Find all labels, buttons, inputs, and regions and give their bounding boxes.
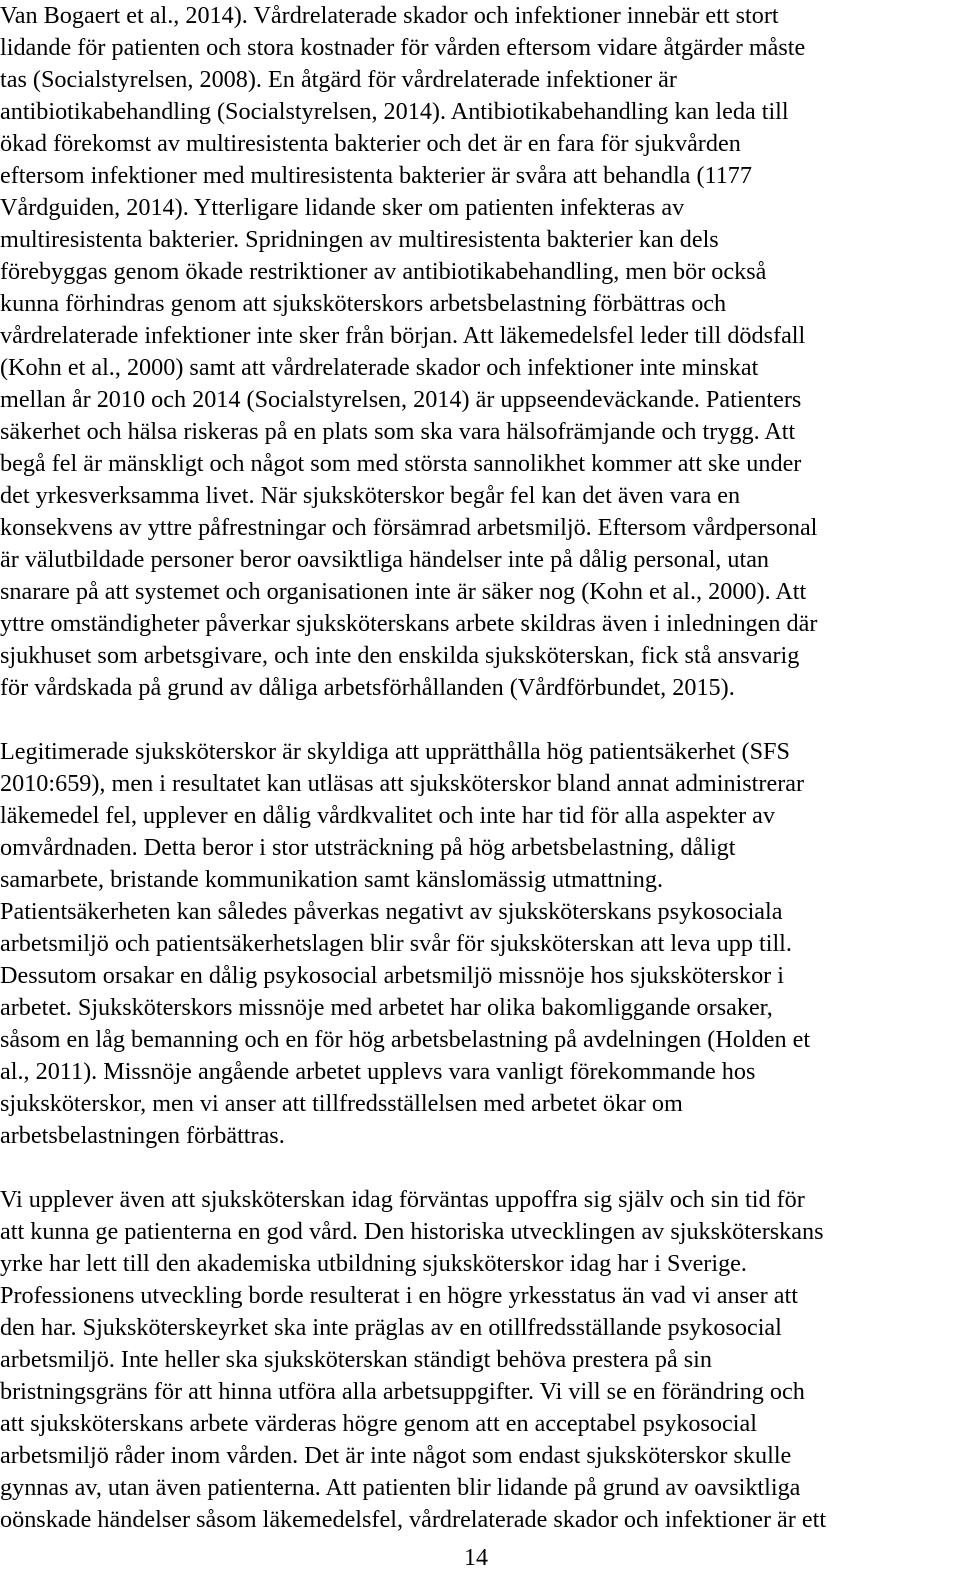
text-line: Legitimerade sjuksköterskor är skyldiga att upprätthålla hög patientsäkerhet (SFS xyxy=(0,738,790,765)
paragraph-2 xyxy=(0,736,960,1152)
text-line: är välutbildade personer beror oavsiktliga händelser inte på dålig personal, utan xyxy=(0,546,770,573)
text-line: samarbete, bristande kommunikation samt känslomässig utmattning. xyxy=(0,866,664,893)
text-line: arbetsmiljö. Inte heller ska sjuksköterskan ständigt behöva prestera på sin xyxy=(0,1346,712,1373)
text-line: läkemedel fel, upplever en dålig vårdkvalitet och inte har tid för alla aspekter av xyxy=(0,802,776,829)
text-line: bristningsgräns för att hinna utföra alla arbetsuppgifter. Vi vill se en förändring och xyxy=(0,1378,805,1405)
text-line: omvårdnaden. Detta beror i stor utsträckning på hög arbetsbelastning, dåligt xyxy=(0,834,736,861)
text-line: Vårdguiden, 2014). Ytterligare lidande sker om patienten infekteras av xyxy=(0,194,685,221)
text-line: lidande för patienten och stora kostnader för vården eftersom vidare åtgärder måste xyxy=(0,34,806,61)
text-line: antibiotikabehandling (Socialstyrelsen, 2014). Antibiotikabehandling kan leda till xyxy=(0,98,789,125)
text-line: arbetsbelastningen förbättras. xyxy=(0,1122,285,1149)
text-line: vårdrelaterade infektioner inte sker från början. Att läkemedelsfel leder till dödsfall xyxy=(0,322,806,349)
text-line: Van Bogaert et al., 2014). Vårdrelaterade skador och infektioner innebär ett stort xyxy=(0,2,779,29)
text-line: gynnas av, utan även patienterna. Att patienten blir lidande på grund av oavsiktliga xyxy=(0,1474,801,1501)
text-line: (Kohn et al., 2000) samt att vårdrelaterade skador och infektioner inte minskat xyxy=(0,354,759,381)
text-line: sjuksköterskor, men vi anser att tillfredsställelsen med arbetet ökar om xyxy=(0,1090,683,1117)
text-line: Vi upplever även att sjuksköterskan idag förväntas uppoffra sig själv och sin tid för xyxy=(0,1186,805,1213)
paragraph-3 xyxy=(0,1184,960,1536)
paragraph-gap xyxy=(0,704,960,736)
paragraph-1 xyxy=(0,0,960,704)
text-line: det yrkesverksamma livet. När sjuksköterskor begår fel kan det även vara en xyxy=(0,482,741,509)
text-line: snarare på att systemet och organisationen inte är säker nog (Kohn et al., 2000). Att xyxy=(0,578,807,605)
text-line: arbetsmiljö råder inom vården. Det är inte något som endast sjuksköterskor skulle xyxy=(0,1442,792,1469)
text-line: begå fel är mänskligt och något som med största sannolikhet kommer att ske under xyxy=(0,450,802,477)
text-line: yrke har lett till den akademiska utbildning sjuksköterskor idag har i Sverige. xyxy=(0,1250,747,1277)
text-line: för vårdskada på grund av dåliga arbetsförhållanden (Vårdförbundet, 2015). xyxy=(0,674,735,701)
text-line: att sjuksköterskans arbete värderas högre genom att en acceptabel psykosocial xyxy=(0,1410,757,1437)
text-line: ökad förekomst av multiresistenta bakterier och det är en fara för sjukvården xyxy=(0,130,741,157)
text-line: mellan år 2010 och 2014 (Socialstyrelsen, 2014) är uppseendeväckande. Patienters xyxy=(0,386,802,413)
text-line: tas (Socialstyrelsen, 2008). En åtgärd för vårdrelaterade infektioner är xyxy=(0,66,677,93)
text-line: eftersom infektioner med multiresistenta bakterier är svåra att behandla (1177 xyxy=(0,162,752,189)
text-line: såsom en låg bemanning och en för hög arbetsbelastning på avdelningen (Holden et xyxy=(0,1026,811,1053)
text-line: multiresistenta bakterier. Spridningen av multiresistenta bakterier kan dels xyxy=(0,226,719,253)
paragraph-gap xyxy=(0,1152,960,1184)
text-line: Dessutom orsakar en dålig psykosocial arbetsmiljö missnöje hos sjuksköterskor i xyxy=(0,962,784,989)
text-line: konsekvens av yttre påfrestningar och försämrad arbetsmiljö. Eftersom vårdpersonal xyxy=(0,514,818,541)
text-line: yttre omständigheter påverkar sjuksköterskans arbete skildras även i inledningen där xyxy=(0,610,818,637)
text-line: kunna förhindras genom att sjuksköterskors arbetsbelastning förbättras och xyxy=(0,290,727,317)
text-line: arbetsmiljö och patientsäkerhetslagen blir svår för sjuksköterskan att leva upp till. xyxy=(0,930,792,957)
page-number: 14 xyxy=(464,1545,488,1571)
text-line: Patientsäkerheten kan således påverkas negativt av sjuksköterskans psykosociala xyxy=(0,898,783,925)
text-line: säkerhet och hälsa riskeras på en plats som ska vara hälsofrämjande och trygg. Att xyxy=(0,418,796,445)
text-line: 2010:659), men i resultatet kan utläsas att sjuksköterskor bland annat administrerar xyxy=(0,770,805,797)
text-line: sjukhuset som arbetsgivare, och inte den enskilda sjuksköterskan, fick stå ansvarig xyxy=(0,642,800,669)
text-line: den har. Sjuksköterskeyrket ska inte präglas av en otillfredsställande psykosocial xyxy=(0,1314,782,1341)
text-line: Professionens utveckling borde resulterat i en högre yrkesstatus än vad vi anser att xyxy=(0,1282,798,1309)
text-line: förebyggas genom ökade restriktioner av antibiotikabehandling, men bör också xyxy=(0,258,767,285)
text-line: att kunna ge patienterna en god vård. Den historiska utvecklingen av sjuksköterskans xyxy=(0,1218,824,1245)
text-line: arbetet. Sjuksköterskors missnöje med arbetet har olika bakomliggande orsaker, xyxy=(0,994,773,1021)
text-line: al., 2011). Missnöje angående arbetet upplevs vara vanligt förekommande hos xyxy=(0,1058,756,1085)
text-line: oönskade händelser såsom läkemedelsfel, vårdrelaterade skador och infektioner är ett xyxy=(0,1506,827,1533)
